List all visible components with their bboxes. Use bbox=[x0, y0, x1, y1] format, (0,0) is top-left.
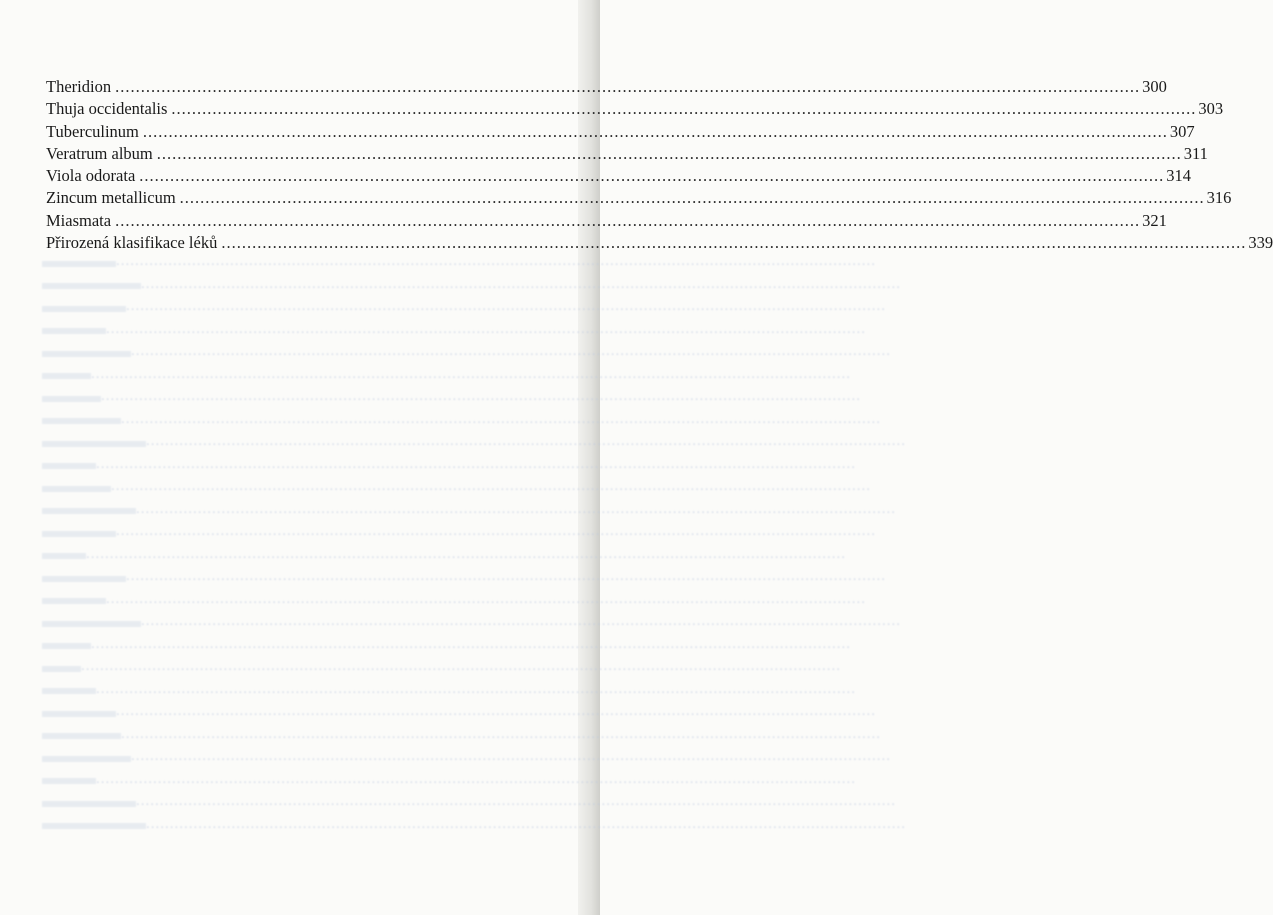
toc-entry[interactable] bbox=[46, 232, 1273, 254]
bleed-through-line: ................................................................................................................................................................ bbox=[42, 565, 582, 588]
bleed-through-line: ................................................................................................................................................................ bbox=[42, 408, 582, 431]
toc-entry[interactable] bbox=[46, 121, 1195, 143]
toc-entry-title: Miasmata bbox=[46, 210, 112, 230]
bleed-through-line: ................................................................................................................................................................ bbox=[42, 813, 582, 836]
bleed-through-line: ................................................................................................................................................................ bbox=[42, 453, 582, 476]
toc-entry-title: Přirozená klasifikace léků bbox=[46, 233, 218, 253]
toc-leader-dots: ........................................................................................................................................................................................................ bbox=[171, 99, 1197, 119]
toc-entry-page: 339 bbox=[1248, 233, 1273, 253]
bleed-through-line: ................................................................................................................................................................ bbox=[42, 340, 582, 363]
toc-entry[interactable] bbox=[46, 210, 1167, 232]
toc-leader-dots: ........................................................................................................................................................................................................ bbox=[139, 166, 1165, 186]
bleed-through-line: ................................................................................................................................................................ bbox=[42, 385, 582, 408]
bleed-through-line: ................................................................................................................................................................ bbox=[42, 543, 582, 566]
toc-leader-dots: ........................................................................................................................................................................................................ bbox=[115, 210, 1141, 230]
toc-leader-dots: ........................................................................................................................................................................................................ bbox=[156, 143, 1182, 163]
toc-leader-dots: ........................................................................................................................................................................................................ bbox=[115, 77, 1141, 96]
toc-leader-dots: ........................................................................................................................................................................................................ bbox=[142, 121, 1168, 141]
toc-entry-page: 303 bbox=[1198, 99, 1224, 119]
toc-leader-dots: ........................................................................................................................................................................................................ bbox=[179, 188, 1205, 208]
bleed-through-line: ................................................................................................................................................................ bbox=[42, 768, 582, 791]
toc-entry[interactable] bbox=[46, 76, 1167, 98]
bleed-through-line: ................................................................................................................................................................ bbox=[42, 610, 582, 633]
bleed-through-text bbox=[42, 250, 906, 835]
toc-entry-title: Viola odorata bbox=[46, 166, 136, 186]
toc-entry-title: Theridion bbox=[46, 77, 112, 96]
toc-entry-page: 307 bbox=[1169, 121, 1195, 141]
bleed-through-line: ................................................................................................................................................................ bbox=[42, 678, 582, 701]
toc-entry-title: Thuja occidentalis bbox=[46, 99, 168, 119]
toc-entry-page: 316 bbox=[1206, 188, 1232, 208]
toc-entry-page: 314 bbox=[1166, 166, 1192, 186]
toc-entry[interactable] bbox=[46, 187, 1232, 209]
bleed-through-line: ................................................................................................................................................................ bbox=[42, 250, 582, 273]
toc-entry[interactable] bbox=[46, 165, 1192, 187]
toc-entry-title: Zincum metallicum bbox=[46, 188, 176, 208]
toc-leader-dots: ........................................................................................................................................................................................................ bbox=[221, 233, 1247, 253]
toc-entry-title: Veratrum album bbox=[46, 143, 153, 163]
bleed-through-line: ................................................................................................................................................................ bbox=[42, 475, 582, 498]
toc-entry-page: 300 bbox=[1142, 77, 1167, 96]
toc-entry-title: Tuberculinum bbox=[46, 121, 139, 141]
table-of-contents bbox=[46, 76, 1273, 254]
bleed-through-line: ................................................................................................................................................................ bbox=[42, 633, 582, 656]
bleed-through-line: ................................................................................................................................................................ bbox=[42, 790, 582, 813]
bleed-through-line: ................................................................................................................................................................ bbox=[42, 745, 582, 768]
bleed-through-line: ................................................................................................................................................................ bbox=[42, 430, 582, 453]
bleed-through-line: ................................................................................................................................................................ bbox=[42, 520, 582, 543]
bleed-through-line: ................................................................................................................................................................ bbox=[42, 273, 582, 296]
bleed-through-line: ................................................................................................................................................................ bbox=[42, 700, 582, 723]
bleed-through-line: ................................................................................................................................................................ bbox=[42, 318, 582, 341]
toc-entry-page: 321 bbox=[1142, 210, 1167, 230]
bleed-through-line: ................................................................................................................................................................ bbox=[42, 723, 582, 746]
bleed-through-line: ................................................................................................................................................................ bbox=[42, 363, 582, 386]
toc-entry[interactable] bbox=[46, 98, 1224, 120]
bleed-through-line: ................................................................................................................................................................ bbox=[42, 295, 582, 318]
bleed-through-line: ................................................................................................................................................................ bbox=[42, 655, 582, 678]
toc-entry[interactable] bbox=[46, 143, 1208, 165]
bleed-through-line: ................................................................................................................................................................ bbox=[42, 588, 582, 611]
toc-entry-page: 311 bbox=[1183, 143, 1208, 163]
bleed-through-line: ................................................................................................................................................................ bbox=[42, 498, 582, 521]
